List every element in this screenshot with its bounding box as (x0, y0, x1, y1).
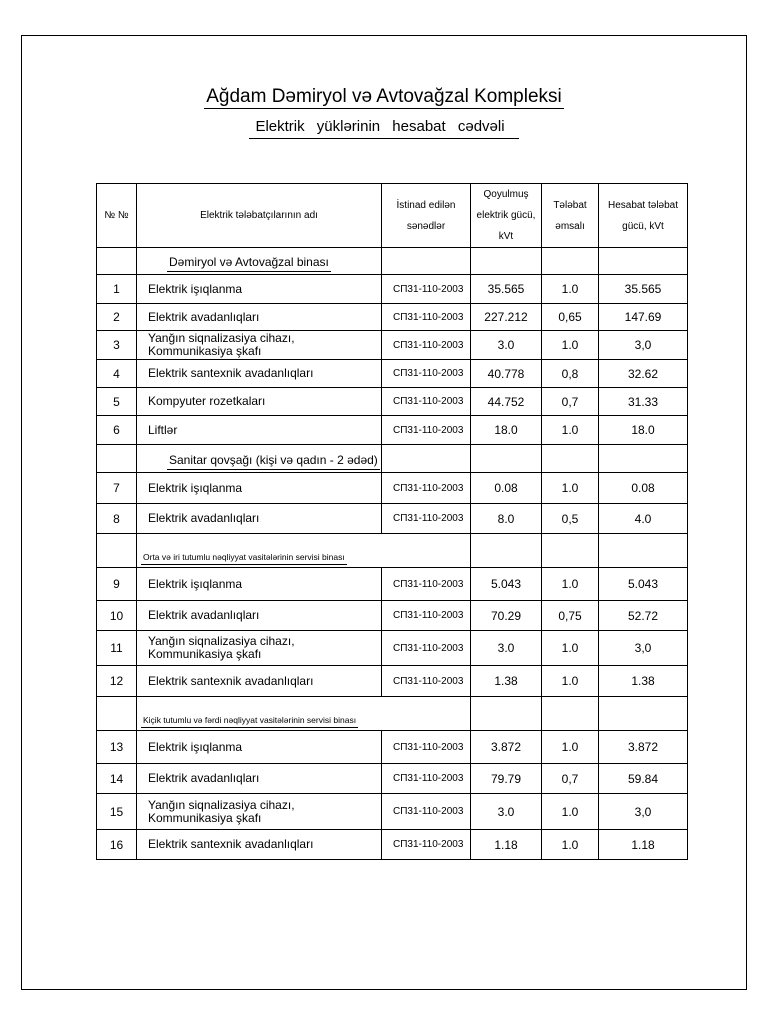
installed-power: 1.18 (471, 830, 542, 860)
section-title-cell (137, 445, 382, 473)
document-subtitle: Elektrik yüklərinin hesabat cədvəli (0, 118, 768, 139)
section-title-cell (137, 248, 382, 275)
installed-power: 5.043 (471, 568, 542, 601)
consumer-name: Kompyuter rozetkaları (137, 388, 382, 416)
reference-doc: СП31-110-2003 (382, 504, 471, 534)
section-row (97, 697, 688, 731)
table-row (97, 731, 688, 764)
reference-doc: СП31-110-2003 (382, 275, 471, 304)
consumer-name: Yanğın siqnalizasiya cihazı, Kommunikasiya şkafı (137, 331, 382, 360)
table-row (97, 764, 688, 794)
installed-power: 79.79 (471, 764, 542, 794)
section-number-cell (97, 697, 137, 731)
table-row (97, 631, 688, 666)
row-number: 2 (97, 304, 137, 331)
table-row (97, 331, 688, 360)
section-empty-cell (599, 445, 688, 473)
section-title-cell (137, 534, 471, 568)
installed-power: 1.38 (471, 666, 542, 697)
consumer-name: Elektrik avadanlıqları (137, 764, 382, 794)
demand-coefficient: 1.0 (542, 731, 599, 764)
demand-coefficient: 1.0 (542, 331, 599, 360)
section-empty-cell (599, 248, 688, 275)
calculated-power: 3,0 (599, 331, 688, 360)
reference-doc: СП31-110-2003 (382, 473, 471, 504)
row-number: 14 (97, 764, 137, 794)
calculated-power: 35.565 (599, 275, 688, 304)
demand-coefficient: 1.0 (542, 794, 599, 830)
consumer-name: Elektrik avadanlıqları (137, 304, 382, 331)
row-number: 7 (97, 473, 137, 504)
consumer-name: Elektrik santexnik avadanlıqları (137, 830, 382, 860)
table-row (97, 794, 688, 830)
row-number: 13 (97, 731, 137, 764)
document-title: Ağdam Dəmiryol və Avtovağzal Kompleksi (206, 86, 562, 107)
calculated-power: 1.38 (599, 666, 688, 697)
demand-coefficient: 0,5 (542, 504, 599, 534)
header-number: № № (97, 184, 137, 248)
reference-doc: СП31-110-2003 (382, 631, 471, 666)
section-title: Orta və iri tutumlu nəqliyyat vasitələrinin servisi binası (141, 552, 347, 565)
calculated-power: 5.043 (599, 568, 688, 601)
demand-coefficient: 0,7 (542, 764, 599, 794)
reference-doc: СП31-110-2003 (382, 360, 471, 388)
installed-power: 3.0 (471, 331, 542, 360)
reference-doc: СП31-110-2003 (382, 388, 471, 416)
calculated-power: 18.0 (599, 416, 688, 445)
section-empty-cell (471, 248, 542, 275)
table-row (97, 601, 688, 631)
table-row (97, 304, 688, 331)
installed-power: 44.752 (471, 388, 542, 416)
installed-power: 18.0 (471, 416, 542, 445)
row-number: 16 (97, 830, 137, 860)
row-number: 6 (97, 416, 137, 445)
demand-coefficient: 0,65 (542, 304, 599, 331)
consumer-name: Elektrik işıqlanma (137, 275, 382, 304)
calculated-power: 32.62 (599, 360, 688, 388)
section-empty-cell (471, 697, 542, 731)
table-row (97, 666, 688, 697)
consumer-name: Elektrik santexnik avadanlıqları (137, 360, 382, 388)
consumer-name: Yanğın siqnalizasiya cihazı, Kommunikasiya şkafı (137, 631, 382, 666)
section-number-cell (97, 248, 137, 275)
header-consumer-name: Elektrik tələbatçılarının adı (137, 184, 382, 248)
consumer-name: Elektrik avadanlıqları (137, 504, 382, 534)
calculated-power: 3,0 (599, 631, 688, 666)
section-title: Dəmiryol və Avtovağzal binası (167, 255, 331, 272)
installed-power: 40.778 (471, 360, 542, 388)
calculated-power: 4.0 (599, 504, 688, 534)
installed-power: 3.0 (471, 794, 542, 830)
installed-power: 35.565 (471, 275, 542, 304)
consumer-name: Liftlər (137, 416, 382, 445)
consumer-name: Yanğın siqnalizasiya cihazı, Kommunikasiya şkafı (137, 794, 382, 830)
row-number: 1 (97, 275, 137, 304)
installed-power: 3.0 (471, 631, 542, 666)
reference-doc: СП31-110-2003 (382, 731, 471, 764)
section-empty-cell (542, 534, 599, 568)
row-number: 10 (97, 601, 137, 631)
consumer-name: Elektrik avadanlıqları (137, 601, 382, 631)
section-number-cell (97, 445, 137, 473)
header-reference-docs: İstinad edilən sənədlər (382, 184, 471, 248)
table-row (97, 830, 688, 860)
section-title: Sanitar qovşağı (kişi və qadın - 2 ədəd) (167, 453, 380, 470)
header-installed-power: Qoyulmuş elektrik gücü, kVt (471, 184, 542, 248)
section-empty-cell (542, 445, 599, 473)
table-row (97, 473, 688, 504)
section-empty-cell (542, 248, 599, 275)
table-row (97, 275, 688, 304)
section-empty-cell (471, 445, 542, 473)
calculated-power: 59.84 (599, 764, 688, 794)
header-calculated-power: Hesabat tələbat gücü, kVt (599, 184, 688, 248)
row-number: 9 (97, 568, 137, 601)
section-empty-cell (382, 445, 471, 473)
electric-loads-table (96, 183, 688, 860)
consumer-name: Elektrik işıqlanma (137, 473, 382, 504)
demand-coefficient: 1.0 (542, 830, 599, 860)
calculated-power: 1.18 (599, 830, 688, 860)
demand-coefficient: 0,7 (542, 388, 599, 416)
row-number: 15 (97, 794, 137, 830)
section-title: Kiçik tutumlu və fərdi nəqliyyat vasitələrinin servisi binası (141, 715, 358, 728)
reference-doc: СП31-110-2003 (382, 764, 471, 794)
reference-doc: СП31-110-2003 (382, 830, 471, 860)
calculated-power: 147.69 (599, 304, 688, 331)
reference-doc: СП31-110-2003 (382, 331, 471, 360)
calculated-power: 3.872 (599, 731, 688, 764)
installed-power: 0.08 (471, 473, 542, 504)
calculated-power: 31.33 (599, 388, 688, 416)
demand-coefficient: 1.0 (542, 275, 599, 304)
calculated-power: 3,0 (599, 794, 688, 830)
row-number: 3 (97, 331, 137, 360)
reference-doc: СП31-110-2003 (382, 794, 471, 830)
installed-power: 70.29 (471, 601, 542, 631)
table-row (97, 568, 688, 601)
demand-coefficient: 1.0 (542, 416, 599, 445)
installed-power: 3.872 (471, 731, 542, 764)
section-empty-cell (382, 248, 471, 275)
calculated-power: 0.08 (599, 473, 688, 504)
consumer-name: Elektrik işıqlanma (137, 568, 382, 601)
table-row (97, 388, 688, 416)
reference-doc: СП31-110-2003 (382, 568, 471, 601)
demand-coefficient: 1.0 (542, 473, 599, 504)
reference-doc: СП31-110-2003 (382, 666, 471, 697)
header-demand-coefficient: Tələbat əmsalı (542, 184, 599, 248)
demand-coefficient: 1.0 (542, 631, 599, 666)
installed-power: 8.0 (471, 504, 542, 534)
section-empty-cell (599, 534, 688, 568)
section-empty-cell (599, 697, 688, 731)
demand-coefficient: 1.0 (542, 568, 599, 601)
table-row (97, 416, 688, 445)
row-number: 8 (97, 504, 137, 534)
section-row (97, 534, 688, 568)
reference-doc: СП31-110-2003 (382, 601, 471, 631)
consumer-name: Elektrik santexnik avadanlıqları (137, 666, 382, 697)
row-number: 4 (97, 360, 137, 388)
section-empty-cell (542, 697, 599, 731)
consumer-name: Elektrik işıqlanma (137, 731, 382, 764)
section-row (97, 445, 688, 473)
section-title-cell (137, 697, 471, 731)
table-row (97, 504, 688, 534)
row-number: 12 (97, 666, 137, 697)
row-number: 11 (97, 631, 137, 666)
demand-coefficient: 1.0 (542, 666, 599, 697)
section-number-cell (97, 534, 137, 568)
installed-power: 227.212 (471, 304, 542, 331)
section-empty-cell (471, 534, 542, 568)
reference-doc: СП31-110-2003 (382, 416, 471, 445)
calculated-power: 52.72 (599, 601, 688, 631)
demand-coefficient: 0,8 (542, 360, 599, 388)
table-header-row (97, 184, 688, 248)
table-row (97, 360, 688, 388)
reference-doc: СП31-110-2003 (382, 304, 471, 331)
section-row (97, 248, 688, 275)
demand-coefficient: 0,75 (542, 601, 599, 631)
row-number: 5 (97, 388, 137, 416)
